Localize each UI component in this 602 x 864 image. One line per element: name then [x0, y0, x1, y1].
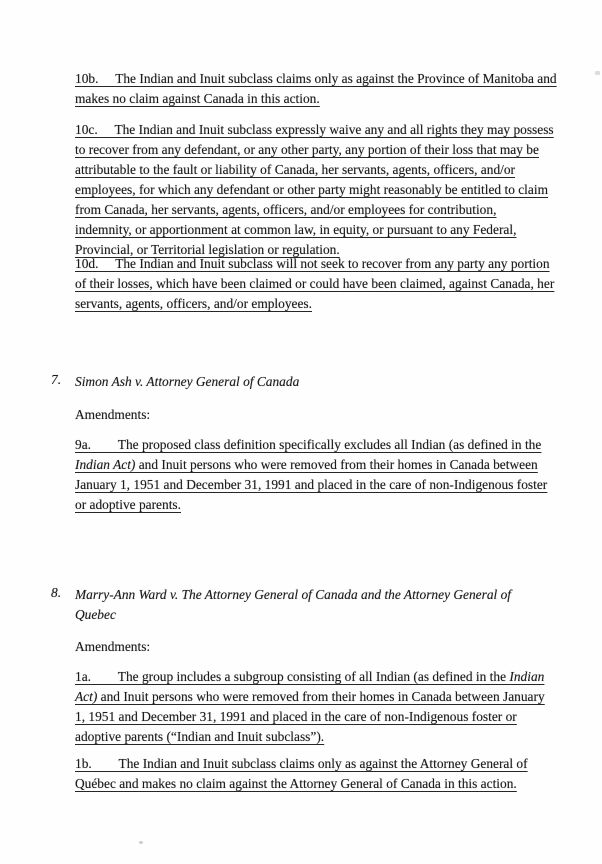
amendments-label-8	[75, 637, 580, 657]
statute-name-italic: Indian Act)	[75, 457, 136, 472]
statute-name-italic: Indian	[509, 669, 545, 684]
amendments-text: Amendments:	[75, 407, 151, 422]
paragraph-text: Provincial, or Territorial legislation or regulation.	[75, 242, 340, 257]
paragraph-text: The group includes a subgroup consisting of all Indian (as defined in the	[117, 669, 510, 684]
paragraph-9a	[75, 435, 580, 515]
paragraph-line	[75, 774, 580, 794]
paragraph-text: of their losses, which have been claimed or could have been claimed, against Canada, her	[75, 276, 555, 291]
paragraph-text: from Canada, her servants, agents, officers, and/or employees for contribution,	[75, 202, 497, 217]
paragraph-10d	[75, 254, 580, 314]
paragraph-line	[75, 754, 580, 774]
scan-speck	[595, 71, 600, 75]
paragraph-text: to recover from any defendant, or any other party, any portion of their loss that may be	[75, 142, 539, 157]
paragraph-line	[75, 687, 580, 707]
tab-spacer	[92, 756, 119, 771]
paragraph-text: The Indian and Inuit subclass will not seek to recover from any party any portion	[115, 256, 550, 271]
paragraph-line	[75, 475, 580, 495]
paragraph-line	[75, 455, 580, 475]
tab-spacer	[98, 256, 115, 271]
paragraph-line	[75, 220, 580, 240]
paragraph-number: 10c.	[75, 122, 98, 137]
case-number: 7.	[51, 372, 62, 387]
paragraph-text: or adoptive parents.	[75, 497, 181, 512]
paragraph-line	[75, 495, 580, 515]
case-number: 8.	[51, 585, 62, 600]
case-title-line: Quebec	[75, 607, 116, 622]
amendments-label-7	[75, 405, 580, 425]
paragraph-line	[75, 727, 580, 747]
paragraph-line	[75, 180, 580, 200]
case-heading-7	[51, 372, 556, 392]
paragraph-line	[75, 707, 580, 727]
paragraph-line	[75, 69, 580, 89]
paragraph-text: January 1, 1951 and December 31, 1991 and placed in the care of non-Indigenous foster	[75, 477, 548, 492]
statute-name-italic: Act)	[75, 689, 98, 704]
scan-speck	[139, 841, 143, 844]
paragraph-line	[75, 89, 580, 109]
paragraph-text: The Indian and Inuit subclass claims only as against the Attorney General of	[118, 756, 528, 771]
paragraph-text: The Indian and Inuit subclass claims only as against the Province of Manitoba and	[115, 71, 557, 86]
paragraph-line	[75, 254, 580, 274]
paragraph-number: 1b.	[75, 756, 92, 771]
paragraph-text: 1, 1951 and December 31, 1991 and placed in the care of non-Indigenous foster or	[75, 709, 517, 724]
paragraph-text: and Inuit persons who were removed from their homes in Canada between January	[97, 689, 545, 704]
paragraph-text: servants, agents, officers, and/or employees.	[75, 296, 312, 311]
paragraph-1a	[75, 667, 580, 747]
case-heading-8	[51, 585, 556, 625]
paragraph-text: employees, for which any defendant or other party might reasonably be entitled to claim	[75, 182, 548, 197]
paragraph-10b	[75, 69, 580, 109]
case-title	[75, 585, 511, 625]
case-title-line: Simon Ash v. Attorney General of Canada	[75, 374, 300, 389]
paragraph-text: and Inuit persons who were removed from their homes in Canada between	[135, 457, 538, 472]
case-title-line: Marry-Ann Ward v. The Attorney General of Canada and the Attorney General of	[75, 587, 512, 602]
paragraph-text: attributable to the fault or liability of Canada, her servants, agents, officers, and/or	[75, 162, 516, 177]
paragraph-number: 10b.	[75, 71, 99, 86]
paragraph-text: Québec and makes no claim against the Attorney General of Canada in this action.	[75, 776, 517, 791]
paragraph-line	[75, 435, 580, 455]
paragraph-line	[75, 294, 580, 314]
paragraph-text: adoptive parents (“Indian and Inuit subclass”).	[75, 729, 325, 744]
paragraph-line	[75, 274, 580, 294]
paragraph-text: makes no claim against Canada in this action.	[75, 91, 320, 106]
paragraph-line	[75, 200, 580, 220]
paragraph-line	[75, 160, 580, 180]
paragraph-line	[75, 140, 580, 160]
tab-spacer	[91, 437, 118, 452]
tab-spacer	[98, 122, 115, 137]
paragraph-line	[75, 667, 580, 687]
tab-spacer	[91, 669, 118, 684]
paragraph-text: indemnity, or apportionment at common law, in equity, or pursuant to any Federal,	[75, 222, 517, 237]
paragraph-text: The proposed class definition specifically excludes all Indian (as defined in the	[117, 437, 542, 452]
amendments-text: Amendments:	[75, 639, 151, 654]
paragraph-line	[75, 120, 580, 140]
paragraph-number: 1a.	[75, 669, 91, 684]
paragraph-text: The Indian and Inuit subclass expressly waive any and all rights they may possess	[114, 122, 554, 137]
paragraph-10c	[75, 120, 580, 260]
case-title	[75, 372, 299, 392]
paragraph-number: 9a.	[75, 437, 91, 452]
paragraph-1b	[75, 754, 580, 794]
paragraph-number: 10d.	[75, 256, 99, 271]
tab-spacer	[98, 71, 115, 86]
